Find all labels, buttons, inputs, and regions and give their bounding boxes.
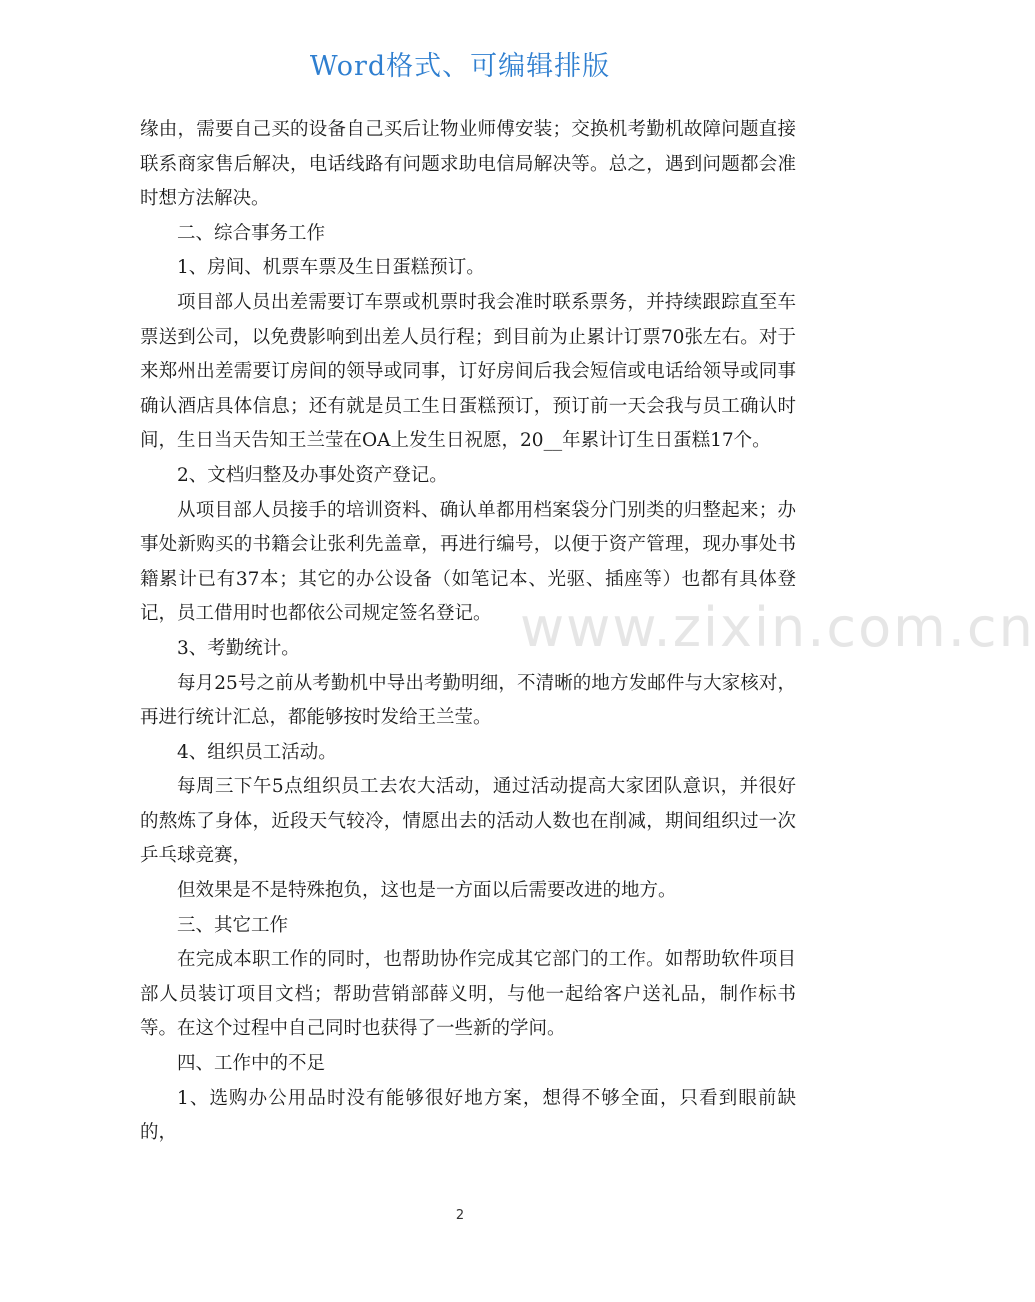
paragraph: 每月25号之前从考勤机中导出考勤明细，不清晰的地方发邮件与大家核对，再进行统计汇总，都能够按时发给王兰莹。	[140, 672, 796, 729]
watermark-text: www.zixin.com.cn	[520, 596, 1035, 659]
paragraph: 项目部人员出差需要订车票或机票时我会准时联系票务，并持续跟踪直至车票送到公司，以免费影响到出差人员行程；到目前为止累计订票70张左右。对于来郑州出差需要订房间的领导或同事，订好房间后我会短信或电话给领导或同事确认酒店具体信息；还有就是员工生日蛋糕预订，预订前一天会我与员工确认时间，生日当天告知王兰莹在OA上发生日祝愿，20__年累计订生日蛋糕17个。	[140, 291, 796, 452]
paragraph: 每周三下午5点组织员工去农大活动，通过活动提高大家团队意识，并很好的熬炼了身体，近段天气较冷，情愿出去的活动人数也在削减，期间组织过一次乒乓球竞赛，	[140, 776, 796, 867]
subsection-heading: 2、文档归整及办事处资产登记。	[177, 464, 448, 486]
subsection-heading: 1、房间、机票车票及生日蛋糕预订。	[177, 257, 485, 279]
section-heading: 二、综合事务工作	[177, 222, 326, 244]
paragraph: 但效果是不是特殊抱负，这也是一方面以后需要改进的地方。	[177, 880, 677, 902]
paragraph-continuation: 缘由，需要自己买的设备自己买后让物业师傅安装；交换机考勤机故障问题直接联系商家售后解决，电话线路有问题求助电信局解决等。总之，遇到问题都会准时想方法解决。	[140, 119, 796, 210]
document-header-title: Word格式、可编辑排版	[309, 51, 611, 82]
subsection-heading: 3、考勤统计。	[177, 637, 300, 659]
subsection-heading: 4、组织员工活动。	[177, 741, 337, 763]
paragraph: 1、选购办公用品时没有能够很好地方案，想得不够全面，只看到眼前缺的，	[140, 1087, 796, 1144]
paragraph: 从项目部人员接手的培训资料、确认单都用档案袋分门别类的归整起来；办事处新购买的书籍会让张利先盖章，再进行编号，以便于资产管理，现办事处书籍累计已有37本；其它的办公设备（如笔记本、光驱、插座等）也都有具体登记，员工借用时也都依公司规定签名登记。	[140, 499, 796, 625]
page-number: 2	[455, 1208, 465, 1223]
section-heading: 三、其它工作	[177, 914, 289, 936]
paragraph: 在完成本职工作的同时，也帮助协作完成其它部门的工作。如帮助软件项目部人员装订项目文档；帮助营销部薛义明，与他一起给客户送礼品，制作标书等。在这个过程中自己同时也获得了一些新的学问。	[140, 949, 796, 1040]
document-body	[140, 113, 796, 1151]
section-heading: 四、工作中的不足	[177, 1053, 326, 1075]
